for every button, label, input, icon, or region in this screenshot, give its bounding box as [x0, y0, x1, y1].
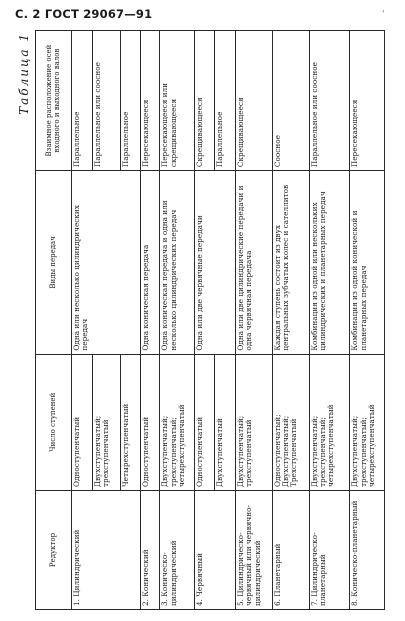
cell-stages: Четырехступенчатый — [120, 354, 140, 490]
table-row — [350, 31, 385, 610]
cell-reducer: 1. Цилиндрический — [71, 490, 140, 609]
table-row — [195, 31, 215, 610]
reducer-types-table — [35, 30, 385, 610]
column-header-axes: Взаимное расположение осей входного и выходного валов — [36, 31, 72, 171]
cell-reducer: 7. Цилиндрическо-планетарный — [309, 490, 350, 609]
table-row — [272, 31, 309, 610]
cell-axes: Параллельное — [214, 31, 235, 171]
cell-axes: Скрещивающееся — [235, 31, 272, 171]
cell-transmissions: Каждая ступень состоит из двух центральных зубчатых колес и сателлитов — [272, 171, 309, 354]
table-header-row — [36, 31, 72, 610]
cell-axes: Параллельное — [71, 31, 92, 171]
cell-reducer: 2. Конический — [140, 490, 160, 609]
cell-transmissions: Одна или несколько цилиндрических передач — [71, 171, 140, 354]
cell-transmissions: Комбинация из одной или нескольких цилиндрических и планетарных передач — [309, 171, 350, 354]
table-row — [160, 31, 195, 610]
rotated-table-area — [17, 30, 389, 610]
cell-transmissions: Одна или две цилиндрические передачи и одна червячная передача — [235, 171, 272, 354]
column-header-reducer: Редуктор — [36, 490, 72, 609]
cell-axes: Параллельное — [120, 31, 140, 171]
cell-stages: Двухступенчатый; трехступенчатый — [235, 354, 272, 490]
cell-transmissions: Одна или две червячные передачи — [195, 171, 236, 354]
cell-stages: Двухступенчатый; трехступенчатый; четырехступенчатый — [350, 354, 385, 490]
cell-axes: Пересекающееся — [350, 31, 385, 171]
table-row — [309, 31, 350, 610]
cell-stages: Одноступенчатый — [140, 354, 160, 490]
cell-reducer: 5. Цилиндрическо-червячный или червячно-цилиндрический — [235, 490, 272, 609]
cell-reducer: 6. Планетарный — [272, 490, 309, 609]
cell-stages: Двухступенчатый; трехступенчатый; четырехступенчатый — [160, 354, 195, 490]
table-caption: Таблица 1 — [17, 32, 31, 115]
cell-axes: Параллельное или соосное — [92, 31, 120, 171]
cell-reducer: 4. Червячный — [195, 490, 236, 609]
cell-axes: Пересекающееся или скрещивающееся — [160, 31, 195, 171]
cell-stages: Двухступенчатый — [214, 354, 235, 490]
cell-axes: Соосное — [272, 31, 309, 171]
cell-stages: Одноступенчатый — [195, 354, 215, 490]
corner-mark: ' — [382, 10, 385, 20]
cell-axes: Скрещивающееся — [195, 31, 215, 171]
table-row — [140, 31, 160, 610]
cell-stages: Одноступенчатый — [71, 354, 92, 490]
cell-reducer: 8. Коническо-планетарный — [350, 490, 385, 609]
cell-transmissions: Одна коническая передача и одна или несколько цилиндрических передач — [160, 171, 195, 354]
column-header-stages: Число ступеней — [36, 354, 72, 490]
cell-stages: Двухступенчатый; трехступенчатый; четырехступенчатый — [309, 354, 350, 490]
table-row — [71, 31, 92, 610]
cell-transmissions: Одна коническая передача — [140, 171, 160, 354]
cell-reducer: 3. Коническо-цилиндрический — [160, 490, 195, 609]
table-row — [235, 31, 272, 610]
page-header: С. 2 ГОСТ 29067—91 — [15, 7, 153, 21]
column-header-transmissions: Виды передач — [36, 171, 72, 354]
cell-stages: Двухступенчатый; трехступенчатый — [92, 354, 120, 490]
cell-axes: Пересекающееся — [140, 31, 160, 171]
cell-stages: Одноступенчатый; Двухступенчатый; Трехступенчатый — [272, 354, 309, 490]
cell-axes: Параллельное или соосное — [309, 31, 350, 171]
cell-transmissions: Комбинация из одной конической и планетарных передач — [350, 171, 385, 354]
